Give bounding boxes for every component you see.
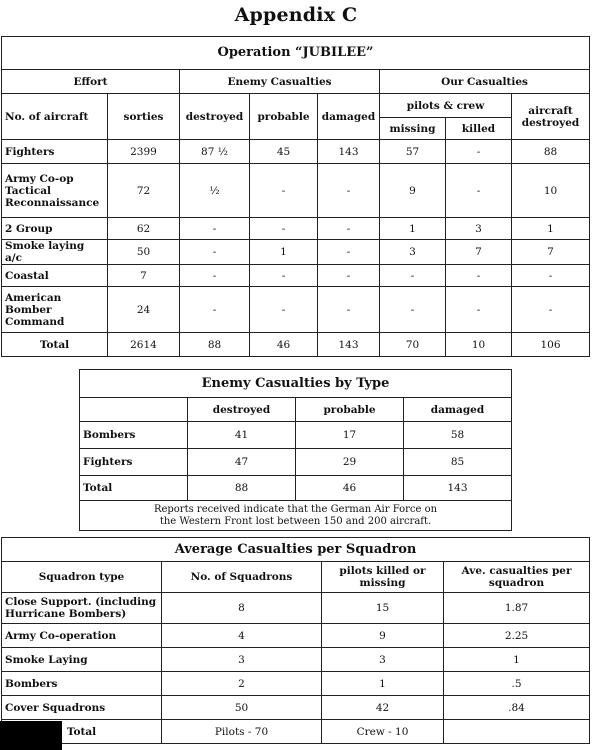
cell: 50 bbox=[108, 240, 180, 265]
total-row bbox=[80, 476, 512, 501]
by-type-table bbox=[79, 369, 512, 531]
cell: 10 bbox=[446, 333, 512, 357]
cell: - bbox=[380, 265, 446, 287]
cell: - bbox=[318, 240, 380, 265]
row-label: American Bomber Command bbox=[2, 287, 108, 333]
table-row bbox=[2, 140, 590, 164]
cell: 58 bbox=[404, 422, 512, 449]
cell: 4 bbox=[162, 624, 322, 648]
table-row bbox=[2, 672, 590, 696]
cell: .5 bbox=[444, 672, 590, 696]
missing-header: missing bbox=[380, 118, 446, 140]
total-blank bbox=[444, 720, 590, 744]
cell: - bbox=[446, 287, 512, 333]
cell: - bbox=[180, 218, 250, 240]
effort-group-header: Effort bbox=[2, 70, 180, 94]
row-label: Total bbox=[2, 333, 108, 357]
avg-casualties-header: Ave. casualties per squadron bbox=[444, 562, 590, 593]
cell: 46 bbox=[250, 333, 318, 357]
probable-header: probable bbox=[296, 398, 404, 422]
row-label: Close Support. (including Hurricane Bombers) bbox=[2, 593, 162, 624]
cell: - bbox=[180, 287, 250, 333]
cell: 62 bbox=[108, 218, 180, 240]
note-line: the Western Front lost between 150 and 200 aircraft. bbox=[159, 515, 432, 527]
cell: - bbox=[250, 164, 318, 218]
cell: - bbox=[446, 265, 512, 287]
aircraft-destroyed-header: aircraft destroyed bbox=[512, 94, 590, 140]
cell: ½ bbox=[180, 164, 250, 218]
cell: 2614 bbox=[108, 333, 180, 357]
table-row bbox=[2, 240, 590, 265]
total-row bbox=[2, 720, 590, 744]
cell: 29 bbox=[296, 449, 404, 476]
cell: 1 bbox=[444, 648, 590, 672]
cell: 46 bbox=[296, 476, 404, 501]
cell: .84 bbox=[444, 696, 590, 720]
page-title: Appendix C bbox=[234, 4, 358, 26]
cell: 3 bbox=[322, 648, 444, 672]
table-row bbox=[2, 287, 590, 333]
cell: 42 bbox=[322, 696, 444, 720]
row-label: 2 Group bbox=[2, 218, 108, 240]
cell: - bbox=[318, 265, 380, 287]
by-type-note bbox=[80, 501, 512, 531]
by-type-caption: Enemy Casualties by Type bbox=[80, 370, 512, 398]
squadron-caption: Average Casualties per Squadron bbox=[2, 538, 590, 562]
cell: 1 bbox=[322, 672, 444, 696]
table-row bbox=[2, 218, 590, 240]
cell: 57 bbox=[380, 140, 446, 164]
cell: - bbox=[512, 265, 590, 287]
cell: - bbox=[512, 287, 590, 333]
cell: 1 bbox=[380, 218, 446, 240]
cell: 85 bbox=[404, 449, 512, 476]
damaged-header: damaged bbox=[318, 94, 380, 140]
aircraft-header: No. of aircraft bbox=[2, 94, 108, 140]
cell: 2399 bbox=[108, 140, 180, 164]
cell: 3 bbox=[380, 240, 446, 265]
total-pilots: Pilots - 70 bbox=[162, 720, 322, 744]
row-label: Bombers bbox=[80, 422, 188, 449]
cell: 24 bbox=[108, 287, 180, 333]
cell: 2.25 bbox=[444, 624, 590, 648]
row-label: Army Co-op Tactical Reconnaissance bbox=[2, 164, 108, 218]
cell: 143 bbox=[318, 333, 380, 357]
cell: 7 bbox=[446, 240, 512, 265]
squadron-table bbox=[1, 537, 590, 744]
row-label: Smoke Laying bbox=[2, 648, 162, 672]
squadron-count-header: No. of Squadrons bbox=[162, 562, 322, 593]
cell: 8 bbox=[162, 593, 322, 624]
cell: 143 bbox=[318, 140, 380, 164]
cell: - bbox=[380, 287, 446, 333]
row-label: Army Co-operation bbox=[2, 624, 162, 648]
cell: 106 bbox=[512, 333, 590, 357]
cell: 3 bbox=[162, 648, 322, 672]
row-label: Total bbox=[80, 476, 188, 501]
row-label: Cover Squadrons bbox=[2, 696, 162, 720]
cell: 45 bbox=[250, 140, 318, 164]
table-row bbox=[2, 648, 590, 672]
killed-header: killed bbox=[446, 118, 512, 140]
damaged-header: damaged bbox=[404, 398, 512, 422]
row-label: Fighters bbox=[2, 140, 108, 164]
table-row bbox=[80, 449, 512, 476]
cell: 2 bbox=[162, 672, 322, 696]
cell: 9 bbox=[380, 164, 446, 218]
blank-header bbox=[80, 398, 188, 422]
cell: 87 ½ bbox=[180, 140, 250, 164]
row-label: Fighters bbox=[80, 449, 188, 476]
sorties-header: sorties bbox=[108, 94, 180, 140]
cell: - bbox=[250, 218, 318, 240]
cell: - bbox=[180, 240, 250, 265]
cell: 47 bbox=[188, 449, 296, 476]
note-line: Reports received indicate that the German Air Force on bbox=[153, 503, 438, 515]
row-label: Coastal bbox=[2, 265, 108, 287]
cell: 88 bbox=[188, 476, 296, 501]
table-row bbox=[80, 422, 512, 449]
table-row bbox=[2, 624, 590, 648]
cell: 1.87 bbox=[444, 593, 590, 624]
jubilee-table bbox=[1, 36, 590, 357]
redaction-block bbox=[0, 721, 62, 750]
cell: 50 bbox=[162, 696, 322, 720]
table-row bbox=[2, 265, 590, 287]
cell: 70 bbox=[380, 333, 446, 357]
cell: 7 bbox=[512, 240, 590, 265]
pilots-crew-header: pilots & crew bbox=[380, 94, 512, 118]
cell: - bbox=[446, 140, 512, 164]
jubilee-caption: Operation “JUBILEE” bbox=[2, 37, 590, 70]
ours-group-header: Our Casualties bbox=[380, 70, 590, 94]
cell: 1 bbox=[250, 240, 318, 265]
total-label: Total bbox=[2, 720, 162, 744]
enemy-group-header: Enemy Casualties bbox=[180, 70, 380, 94]
cell: - bbox=[318, 218, 380, 240]
cell: - bbox=[180, 265, 250, 287]
total-row bbox=[2, 333, 590, 357]
cell: 1 bbox=[512, 218, 590, 240]
cell: 143 bbox=[404, 476, 512, 501]
table-row bbox=[2, 164, 590, 218]
cell: - bbox=[318, 164, 380, 218]
cell: - bbox=[318, 287, 380, 333]
destroyed-header: destroyed bbox=[180, 94, 250, 140]
total-crew: Crew - 10 bbox=[322, 720, 444, 744]
cell: - bbox=[250, 265, 318, 287]
cell: - bbox=[446, 164, 512, 218]
table-row bbox=[2, 593, 590, 624]
row-label: Bombers bbox=[2, 672, 162, 696]
cell: 41 bbox=[188, 422, 296, 449]
cell: - bbox=[250, 287, 318, 333]
table-row bbox=[2, 696, 590, 720]
cell: 88 bbox=[180, 333, 250, 357]
row-label: Smoke laying a/c bbox=[2, 240, 108, 265]
cell: 10 bbox=[512, 164, 590, 218]
squadron-type-header: Squadron type bbox=[2, 562, 162, 593]
pilots-lost-header: pilots killed or missing bbox=[322, 562, 444, 593]
probable-header: probable bbox=[250, 94, 318, 140]
cell: 9 bbox=[322, 624, 444, 648]
cell: 15 bbox=[322, 593, 444, 624]
cell: 3 bbox=[446, 218, 512, 240]
cell: 17 bbox=[296, 422, 404, 449]
cell: 7 bbox=[108, 265, 180, 287]
cell: 88 bbox=[512, 140, 590, 164]
cell: 72 bbox=[108, 164, 180, 218]
destroyed-header: destroyed bbox=[188, 398, 296, 422]
